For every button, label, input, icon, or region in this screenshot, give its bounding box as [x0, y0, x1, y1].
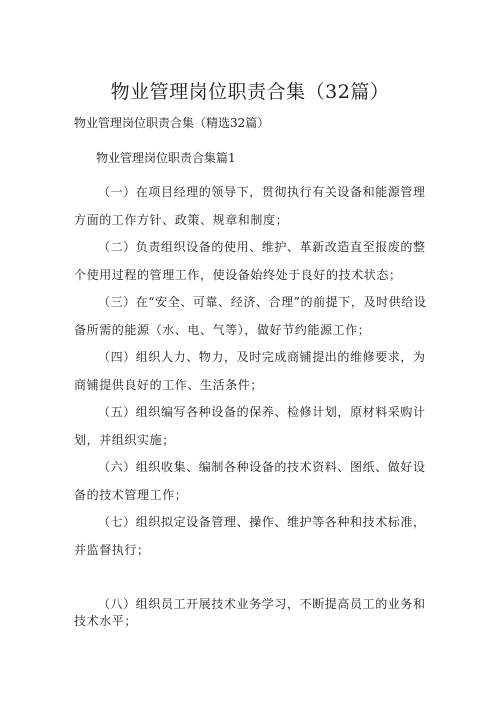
- paragraph-6: （六）组织收集、编制各种设备的技术资料、图纸、做好设备的技术管理工作；: [74, 460, 426, 502]
- paragraph-8: （八）组织员工开展技术业务学习，不断提高员工的业务和技术水平；: [74, 597, 426, 628]
- paragraph-3: （三）在“安全、可靠、经济、合理”的前提下，及时供给设备所需的能源（水、电、气等），做好节约能源工作；: [74, 295, 427, 337]
- paragraph-5: （五）组织编写各种设备的保养、检修计划，原材料采购计划，并组织实施；: [74, 405, 426, 447]
- paragraph-4: （四）组织人力、物力，及时完成商铺提出的维修要求，为商铺提供良好的工作、生活条件；: [74, 350, 426, 392]
- document-title: 物业管理岗位职责合集（32篇）: [110, 81, 390, 103]
- paragraph-2: （二）负责组织设备的使用、维护、革新改造直至报废的整个使用过程的管理工作，使设备始终处于良好的技术状态；: [74, 240, 426, 282]
- section-heading: 物业管理岗位职责合集篇1: [96, 151, 236, 165]
- document-subtitle: 物业管理岗位职责合集（精选32篇）: [74, 116, 270, 130]
- paragraph-1: （一）在项目经理的领导下，贯彻执行有关设备和能源管理方面的工作方针、政策、规章和制度；: [74, 185, 426, 227]
- paragraph-7: （七）组织拟定设备管理、操作、维护等各种和技术标准，并监督执行；: [74, 515, 426, 557]
